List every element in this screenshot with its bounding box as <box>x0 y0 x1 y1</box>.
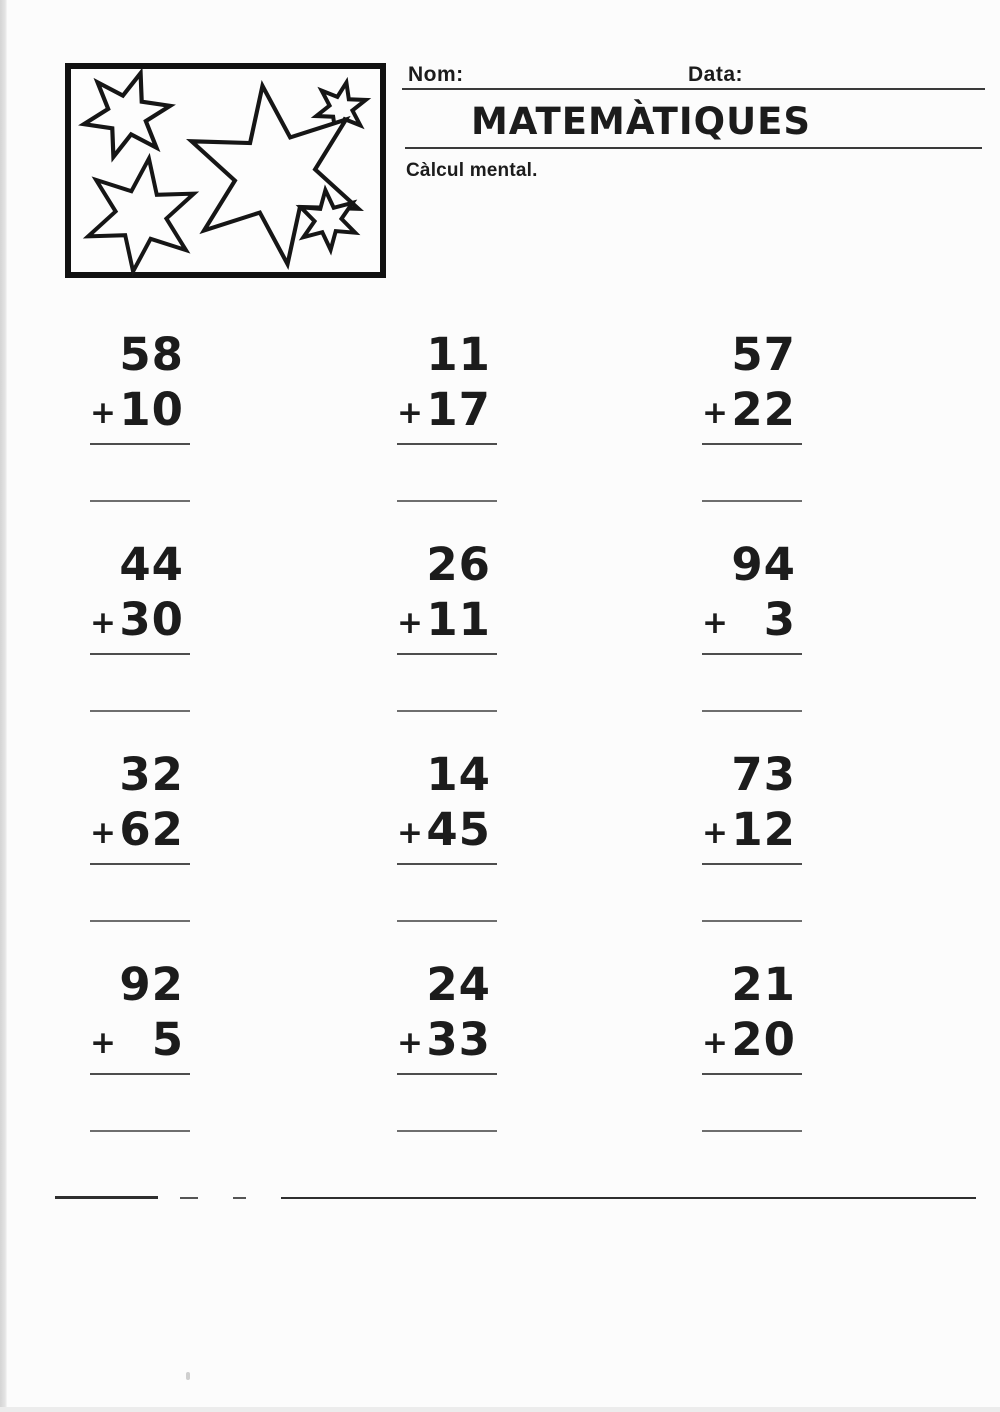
answer-line <box>397 1130 497 1132</box>
sum-line <box>90 863 190 865</box>
answer-line <box>90 920 190 922</box>
answer-line <box>397 710 497 712</box>
answer-line <box>90 1130 190 1132</box>
operand-bottom: 22 <box>731 383 796 436</box>
sum-line <box>397 863 497 865</box>
operand-top: 26 <box>426 538 491 591</box>
answer-line <box>702 1130 802 1132</box>
plus-sign: + <box>397 1025 423 1061</box>
operand-top: 21 <box>731 958 796 1011</box>
scan-speck <box>186 1372 190 1380</box>
operand-bottom: 3 <box>763 593 796 646</box>
operand-bottom-row <box>397 805 497 855</box>
operand-bottom: 5 <box>151 1013 184 1066</box>
operand-bottom-row <box>90 595 190 645</box>
plus-sign: + <box>397 815 423 851</box>
scan-edge <box>0 1407 1000 1412</box>
page-title: MATEMÀTIQUES <box>470 100 812 143</box>
bottom-rule-segment <box>233 1197 246 1199</box>
sum-line <box>90 1073 190 1075</box>
operand-top: 11 <box>426 328 491 381</box>
answer-line <box>702 920 802 922</box>
operand-top: 58 <box>119 328 184 381</box>
name-label: Nom: <box>408 63 464 86</box>
addition-problem <box>702 330 802 502</box>
operand-top: 57 <box>731 328 796 381</box>
operand-bottom-row <box>90 805 190 855</box>
operand-bottom-row <box>702 805 802 855</box>
answer-line <box>702 500 802 502</box>
operand-bottom-row <box>702 385 802 435</box>
bottom-rule-segment <box>281 1197 976 1199</box>
stars-illustration <box>65 63 386 278</box>
operand-bottom-row <box>397 385 497 435</box>
bottom-rule-segment <box>55 1196 158 1199</box>
operand-bottom-row <box>702 1015 802 1065</box>
addition-problem <box>90 540 190 712</box>
plus-sign: + <box>90 1025 116 1061</box>
operand-bottom: 62 <box>119 803 184 856</box>
sum-line <box>90 443 190 445</box>
sum-line <box>702 863 802 865</box>
name-date-underline <box>402 88 985 90</box>
operand-bottom: 11 <box>426 593 491 646</box>
addition-problem <box>702 540 802 712</box>
operand-top: 32 <box>119 748 184 801</box>
operand-bottom-row <box>90 385 190 435</box>
operand-bottom-row <box>702 595 802 645</box>
title-underline <box>405 147 982 149</box>
scan-edge <box>0 0 7 1412</box>
addition-problem <box>397 960 497 1132</box>
sum-line <box>397 1073 497 1075</box>
operand-bottom-row <box>397 595 497 645</box>
operand-bottom: 30 <box>119 593 184 646</box>
plus-sign: + <box>90 395 116 431</box>
sum-line <box>702 443 802 445</box>
stars-icon <box>65 63 386 278</box>
operand-bottom: 45 <box>426 803 491 856</box>
operand-bottom: 33 <box>426 1013 491 1066</box>
answer-line <box>90 500 190 502</box>
operand-top: 73 <box>731 748 796 801</box>
plus-sign: + <box>702 815 728 851</box>
answer-line <box>90 710 190 712</box>
bottom-rule-segment <box>180 1197 198 1199</box>
addition-problem <box>397 330 497 502</box>
sum-line <box>90 653 190 655</box>
subtitle: Càlcul mental. <box>406 160 538 181</box>
plus-sign: + <box>397 605 423 641</box>
operand-bottom: 10 <box>119 383 184 436</box>
plus-sign: + <box>702 1025 728 1061</box>
operand-top: 44 <box>119 538 184 591</box>
operand-bottom: 17 <box>426 383 491 436</box>
sum-line <box>397 443 497 445</box>
operand-top: 94 <box>731 538 796 591</box>
addition-problem <box>90 330 190 502</box>
operand-bottom: 12 <box>731 803 796 856</box>
addition-problem <box>397 750 497 922</box>
plus-sign: + <box>90 605 116 641</box>
operand-bottom: 20 <box>731 1013 796 1066</box>
operand-top: 24 <box>426 958 491 1011</box>
sum-line <box>702 1073 802 1075</box>
plus-sign: + <box>90 815 116 851</box>
addition-problem <box>397 540 497 712</box>
addition-problem <box>90 960 190 1132</box>
sum-line <box>702 653 802 655</box>
answer-line <box>397 500 497 502</box>
plus-sign: + <box>702 395 728 431</box>
operand-bottom-row <box>397 1015 497 1065</box>
plus-sign: + <box>397 395 423 431</box>
answer-line <box>702 710 802 712</box>
addition-problem <box>702 750 802 922</box>
addition-problem <box>702 960 802 1132</box>
operand-top: 92 <box>119 958 184 1011</box>
operand-top: 14 <box>426 748 491 801</box>
operand-bottom-row <box>90 1015 190 1065</box>
sum-line <box>397 653 497 655</box>
answer-line <box>397 920 497 922</box>
plus-sign: + <box>702 605 728 641</box>
addition-problem <box>90 750 190 922</box>
date-label: Data: <box>688 63 744 86</box>
